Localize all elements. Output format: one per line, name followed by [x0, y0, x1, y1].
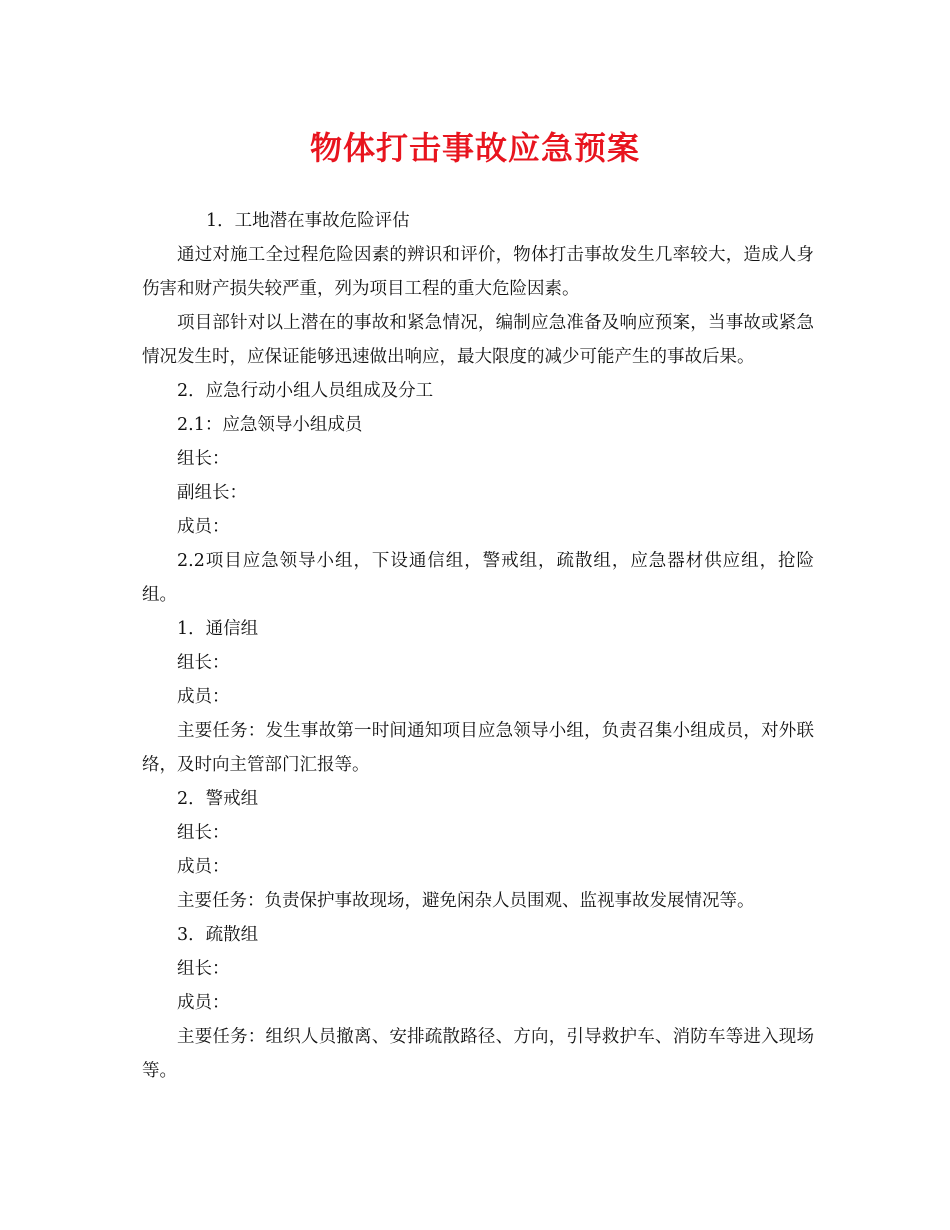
task-paragraph: 主要任务：组织人员撤离、安排疏散路径、方向，引导救护车、消防车等进入现场等。: [142, 1027, 814, 1081]
document-title: 物体打击事故应急预案: [309, 129, 640, 167]
field-label: 组长：: [177, 823, 230, 843]
field-label: 组长：: [177, 959, 230, 979]
section-heading: 2．应急行动小组人员组成及分工: [177, 381, 434, 401]
field-label: 成员：: [177, 857, 230, 877]
subsection-heading: 2.1：应急领导小组成员: [177, 415, 363, 435]
field-label: 成员：: [177, 993, 230, 1013]
paragraph: 项目部针对以上潜在的事故和紧急情况，编制应急准备及响应预案，当事故或紧急情况发生时，应保证能够迅速做出响应，最大限度的减少可能产生的事故后果。: [142, 313, 814, 367]
document-body: [142, 204, 814, 1088]
group-heading: 3．疏散组: [177, 925, 259, 945]
field-label: 成员：: [177, 687, 230, 707]
paragraph: 通过对施工全过程危险因素的辨识和评价，物体打击事故发生几率较大，造成人身伤害和财产损失较严重，列为项目工程的重大危险因素。: [142, 245, 814, 299]
field-label: 副组长：: [177, 483, 247, 503]
field-label: 组长：: [177, 653, 230, 673]
group-heading: 2．警戒组: [177, 789, 259, 809]
paragraph: 2.2项目应急领导小组，下设通信组，警戒组，疏散组，应急器材供应组，抢险组。: [142, 551, 814, 605]
task-paragraph: 主要任务：负责保护事故现场，避免闲杂人员围观、监视事故发展情况等。: [177, 891, 755, 911]
section-heading: 1．工地潜在事故危险评估: [206, 211, 410, 231]
task-paragraph: 主要任务：发生事故第一时间通知项目应急领导小组，负责召集小组成员，对外联络，及时向主管部门汇报等。: [142, 721, 814, 775]
field-label: 成员：: [177, 517, 230, 537]
field-label: 组长：: [177, 449, 230, 469]
group-heading: 1．通信组: [177, 619, 259, 639]
